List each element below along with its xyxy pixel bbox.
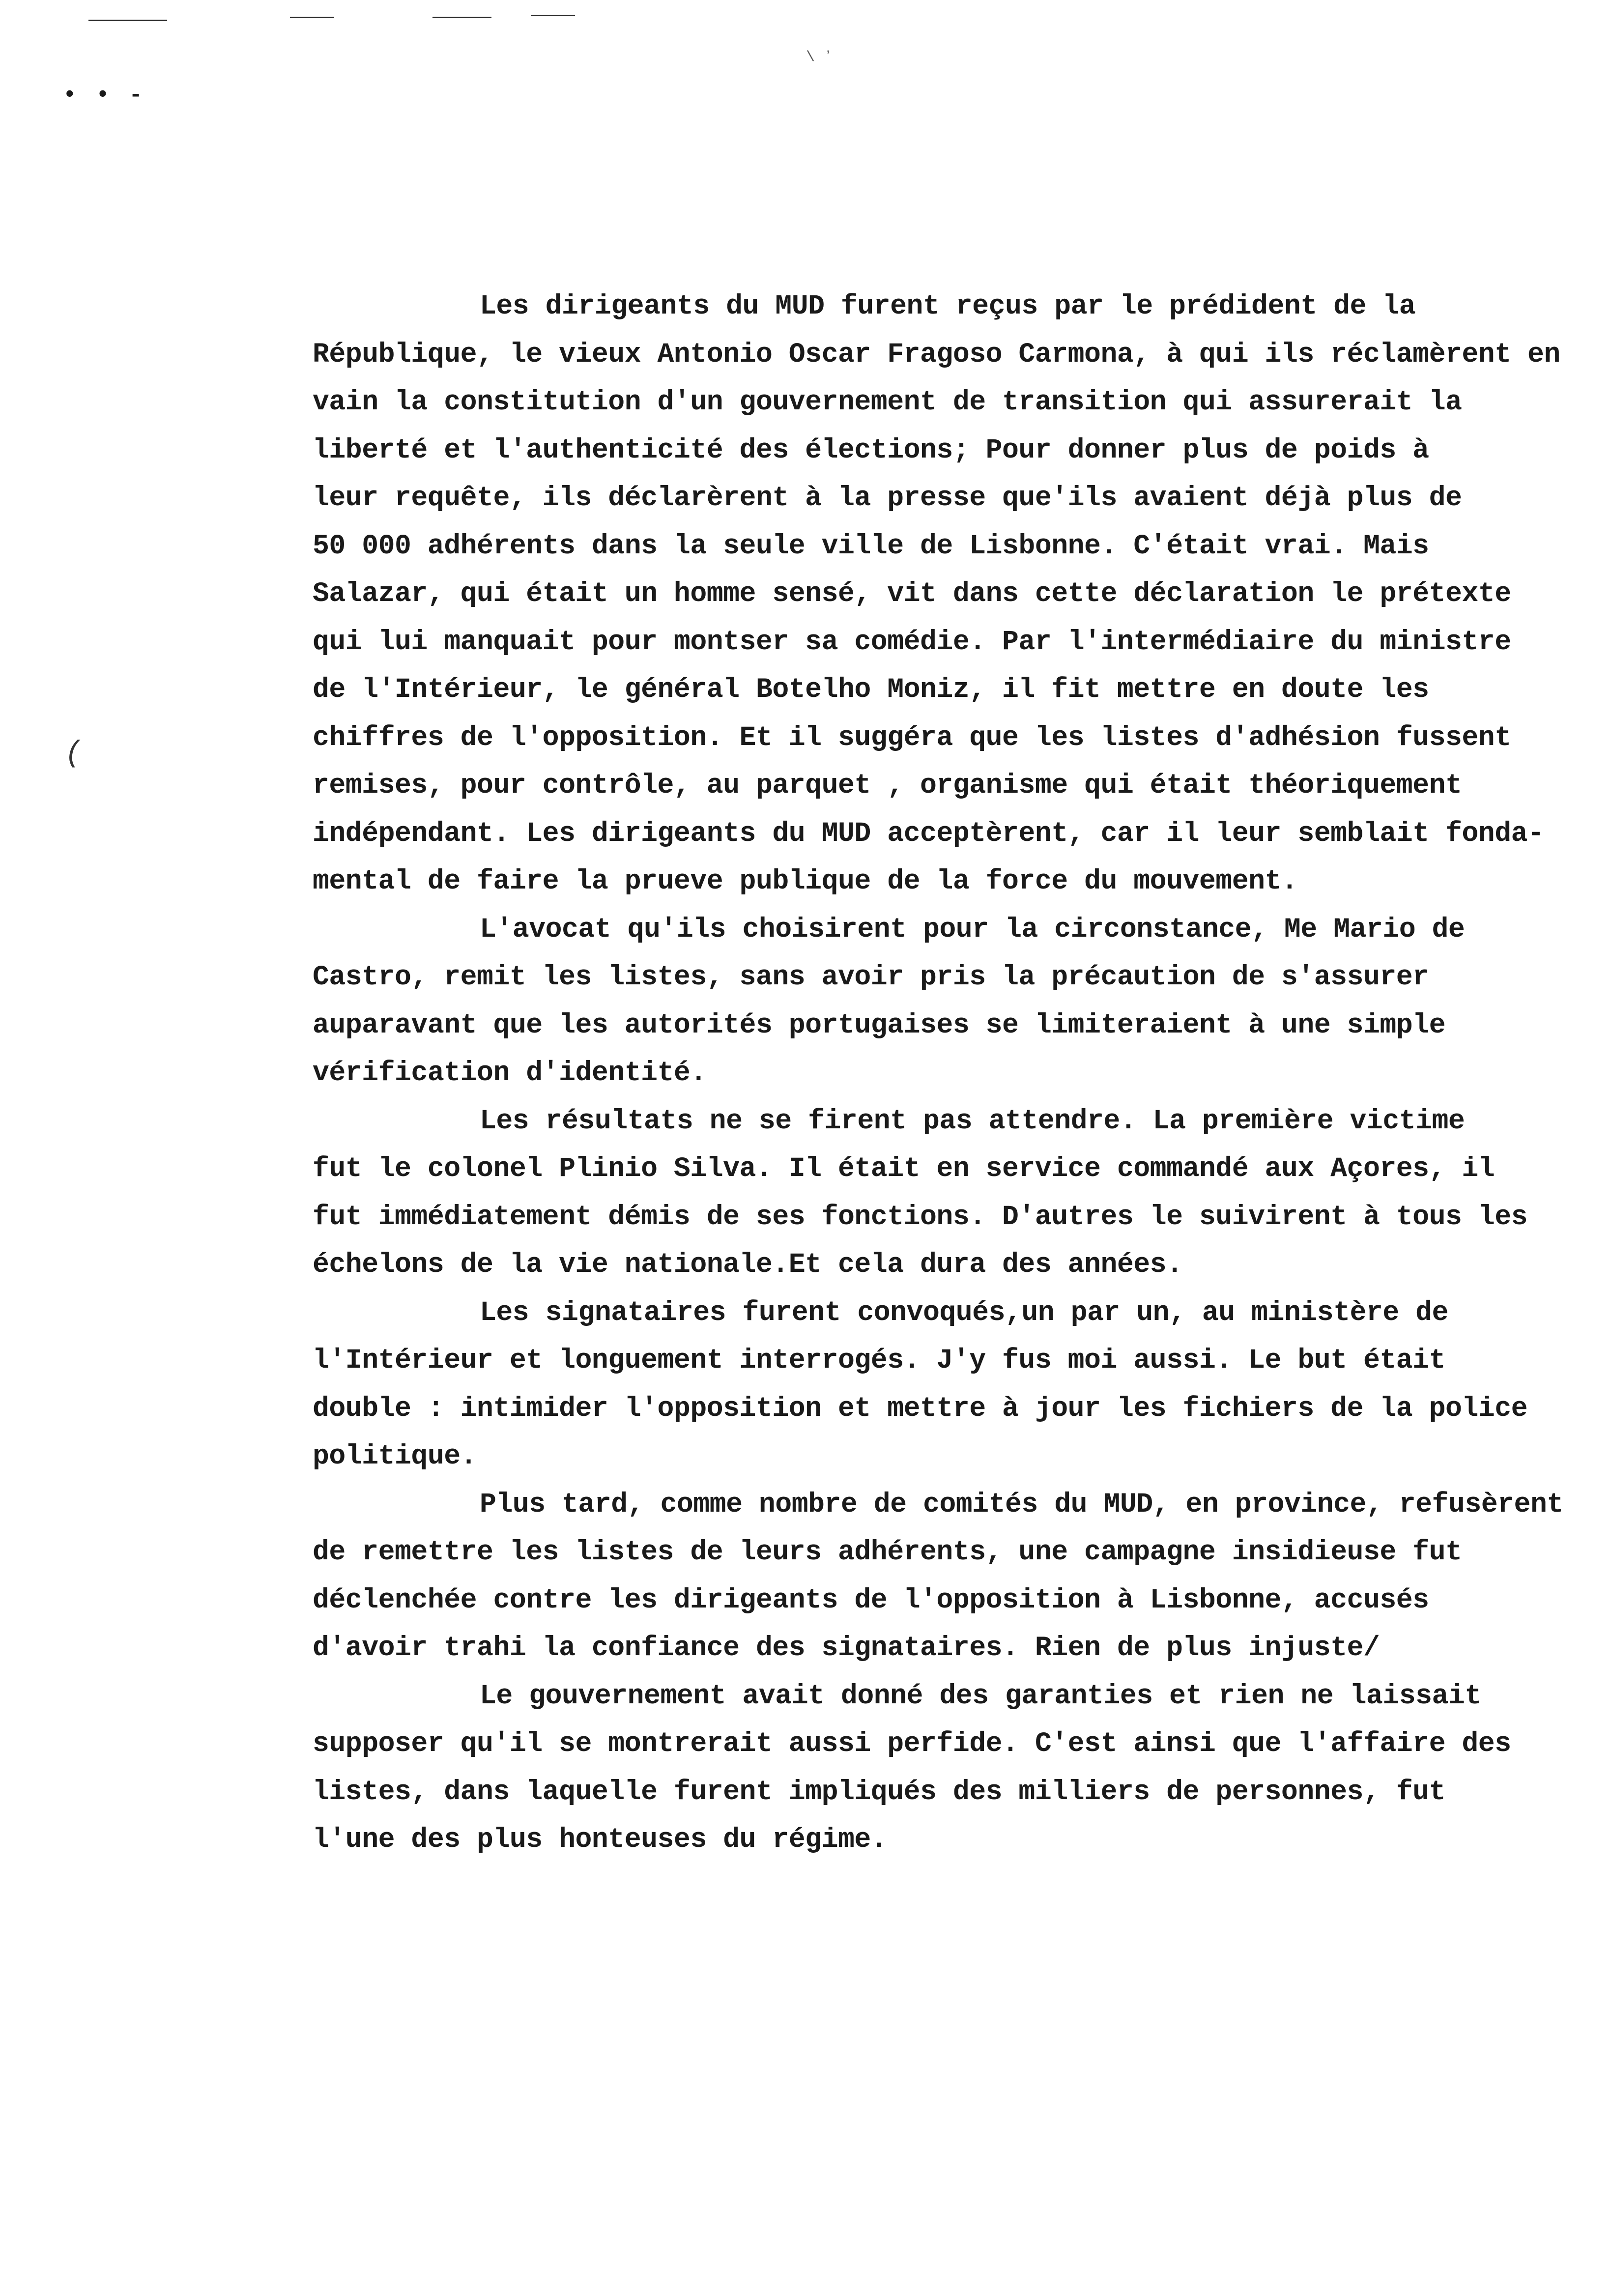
paragraph-first-line: Plus tard, comme nombre de comités du MUD, en province, refusèrent — [480, 1488, 1563, 1520]
paragraph-first-line: Les signataires furent convoqués,un par un, au ministère de — [480, 1296, 1448, 1328]
scan-rule — [88, 20, 167, 21]
text-line: auparavant que les autorités portugaises se limiteraient à une simple — [313, 1009, 1445, 1041]
scan-rule — [290, 17, 334, 18]
text-line: de l'Intérieur, le général Botelho Moniz, il fit mettre en doute les — [313, 674, 1429, 705]
paragraph-first-line: L'avocat qu'ils choisirent pour la circonstance, Me Mario de — [480, 913, 1465, 945]
paragraph-first-line: Les résultats ne se firent pas attendre. La première victime — [480, 1105, 1465, 1137]
text-line: d'avoir trahi la confiance des signataires. Rien de plus injuste/ — [313, 1632, 1380, 1664]
text-line: indépendant. Les dirigeants du MUD acceptèrent, car il leur semblait fonda- — [313, 817, 1544, 849]
text-line: qui lui manquait pour montser sa comédie. Par l'intermédiaire du ministre — [313, 626, 1511, 658]
text-line: Castro, remit les listes, sans avoir pris la précaution de s'assurer — [313, 961, 1429, 993]
text-line: supposer qu'il se montrerait aussi perfide. C'est ainsi que l'affaire des — [313, 1728, 1511, 1759]
text-line: vain la constitution d'un gouvernement de transition qui assurerait la — [313, 386, 1462, 418]
text-line: fut le colonel Plinio Silva. Il était en service commandé aux Açores, il — [313, 1153, 1495, 1184]
text-line: fut immédiatement démis de ses fonctions. D'autres le suivirent à tous les — [313, 1201, 1528, 1233]
text-line: listes, dans laquelle furent impliqués des milliers de personnes, fut — [313, 1776, 1445, 1808]
paragraph-first-line: Le gouvernement avait donné des garanties et rien ne laissait — [480, 1680, 1481, 1712]
scan-rule — [432, 17, 491, 18]
document-body — [313, 283, 1571, 1864]
text-line: liberté et l'authenticité des élections; Pour donner plus de poids à — [313, 434, 1429, 466]
margin-mark: ( — [65, 737, 83, 771]
text-line: leur requête, ils déclarèrent à la presse que'ils avaient déjà plus de — [313, 482, 1462, 514]
text-line: 50 000 adhérents dans la seule ville de Lisbonne. C'était vrai. Mais — [313, 530, 1429, 562]
text-line: politique. — [313, 1440, 477, 1472]
text-line: vérification d'identité. — [313, 1057, 707, 1089]
scan-rule — [531, 15, 575, 16]
text-line: échelons de la vie nationale.Et cela dura des années. — [313, 1249, 1183, 1280]
top-speck: \ ʼ — [806, 49, 833, 66]
header-marks: • • - — [63, 83, 146, 108]
text-line: chiffres de l'opposition. Et il suggéra que les listes d'adhésion fussent — [313, 721, 1511, 753]
text-line: République, le vieux Antonio Oscar Fragoso Carmona, à qui ils réclamèrent en — [313, 338, 1560, 370]
text-line: double : intimider l'opposition et mettre à jour les fichiers de la police — [313, 1392, 1528, 1424]
text-line: mental de faire la prueve publique de la force du mouvement. — [313, 865, 1298, 897]
text-line: remises, pour contrôle, au parquet , organisme qui était théoriquement — [313, 770, 1462, 801]
text-line: l'Intérieur et longuement interrogés. J'y fus moi aussi. Le but était — [313, 1345, 1445, 1376]
text-line: l'une des plus honteuses du régime. — [313, 1824, 888, 1855]
text-line: de remettre les listes de leurs adhérents, une campagne insidieuse fut — [313, 1536, 1462, 1568]
paragraph-first-line: Les dirigeants du MUD furent reçus par le prédident de la — [480, 290, 1416, 322]
text-line: Salazar, qui était un homme sensé, vit dans cette déclaration le prétexte — [313, 578, 1511, 609]
text-line: déclenchée contre les dirigeants de l'opposition à Lisbonne, accusés — [313, 1584, 1429, 1616]
